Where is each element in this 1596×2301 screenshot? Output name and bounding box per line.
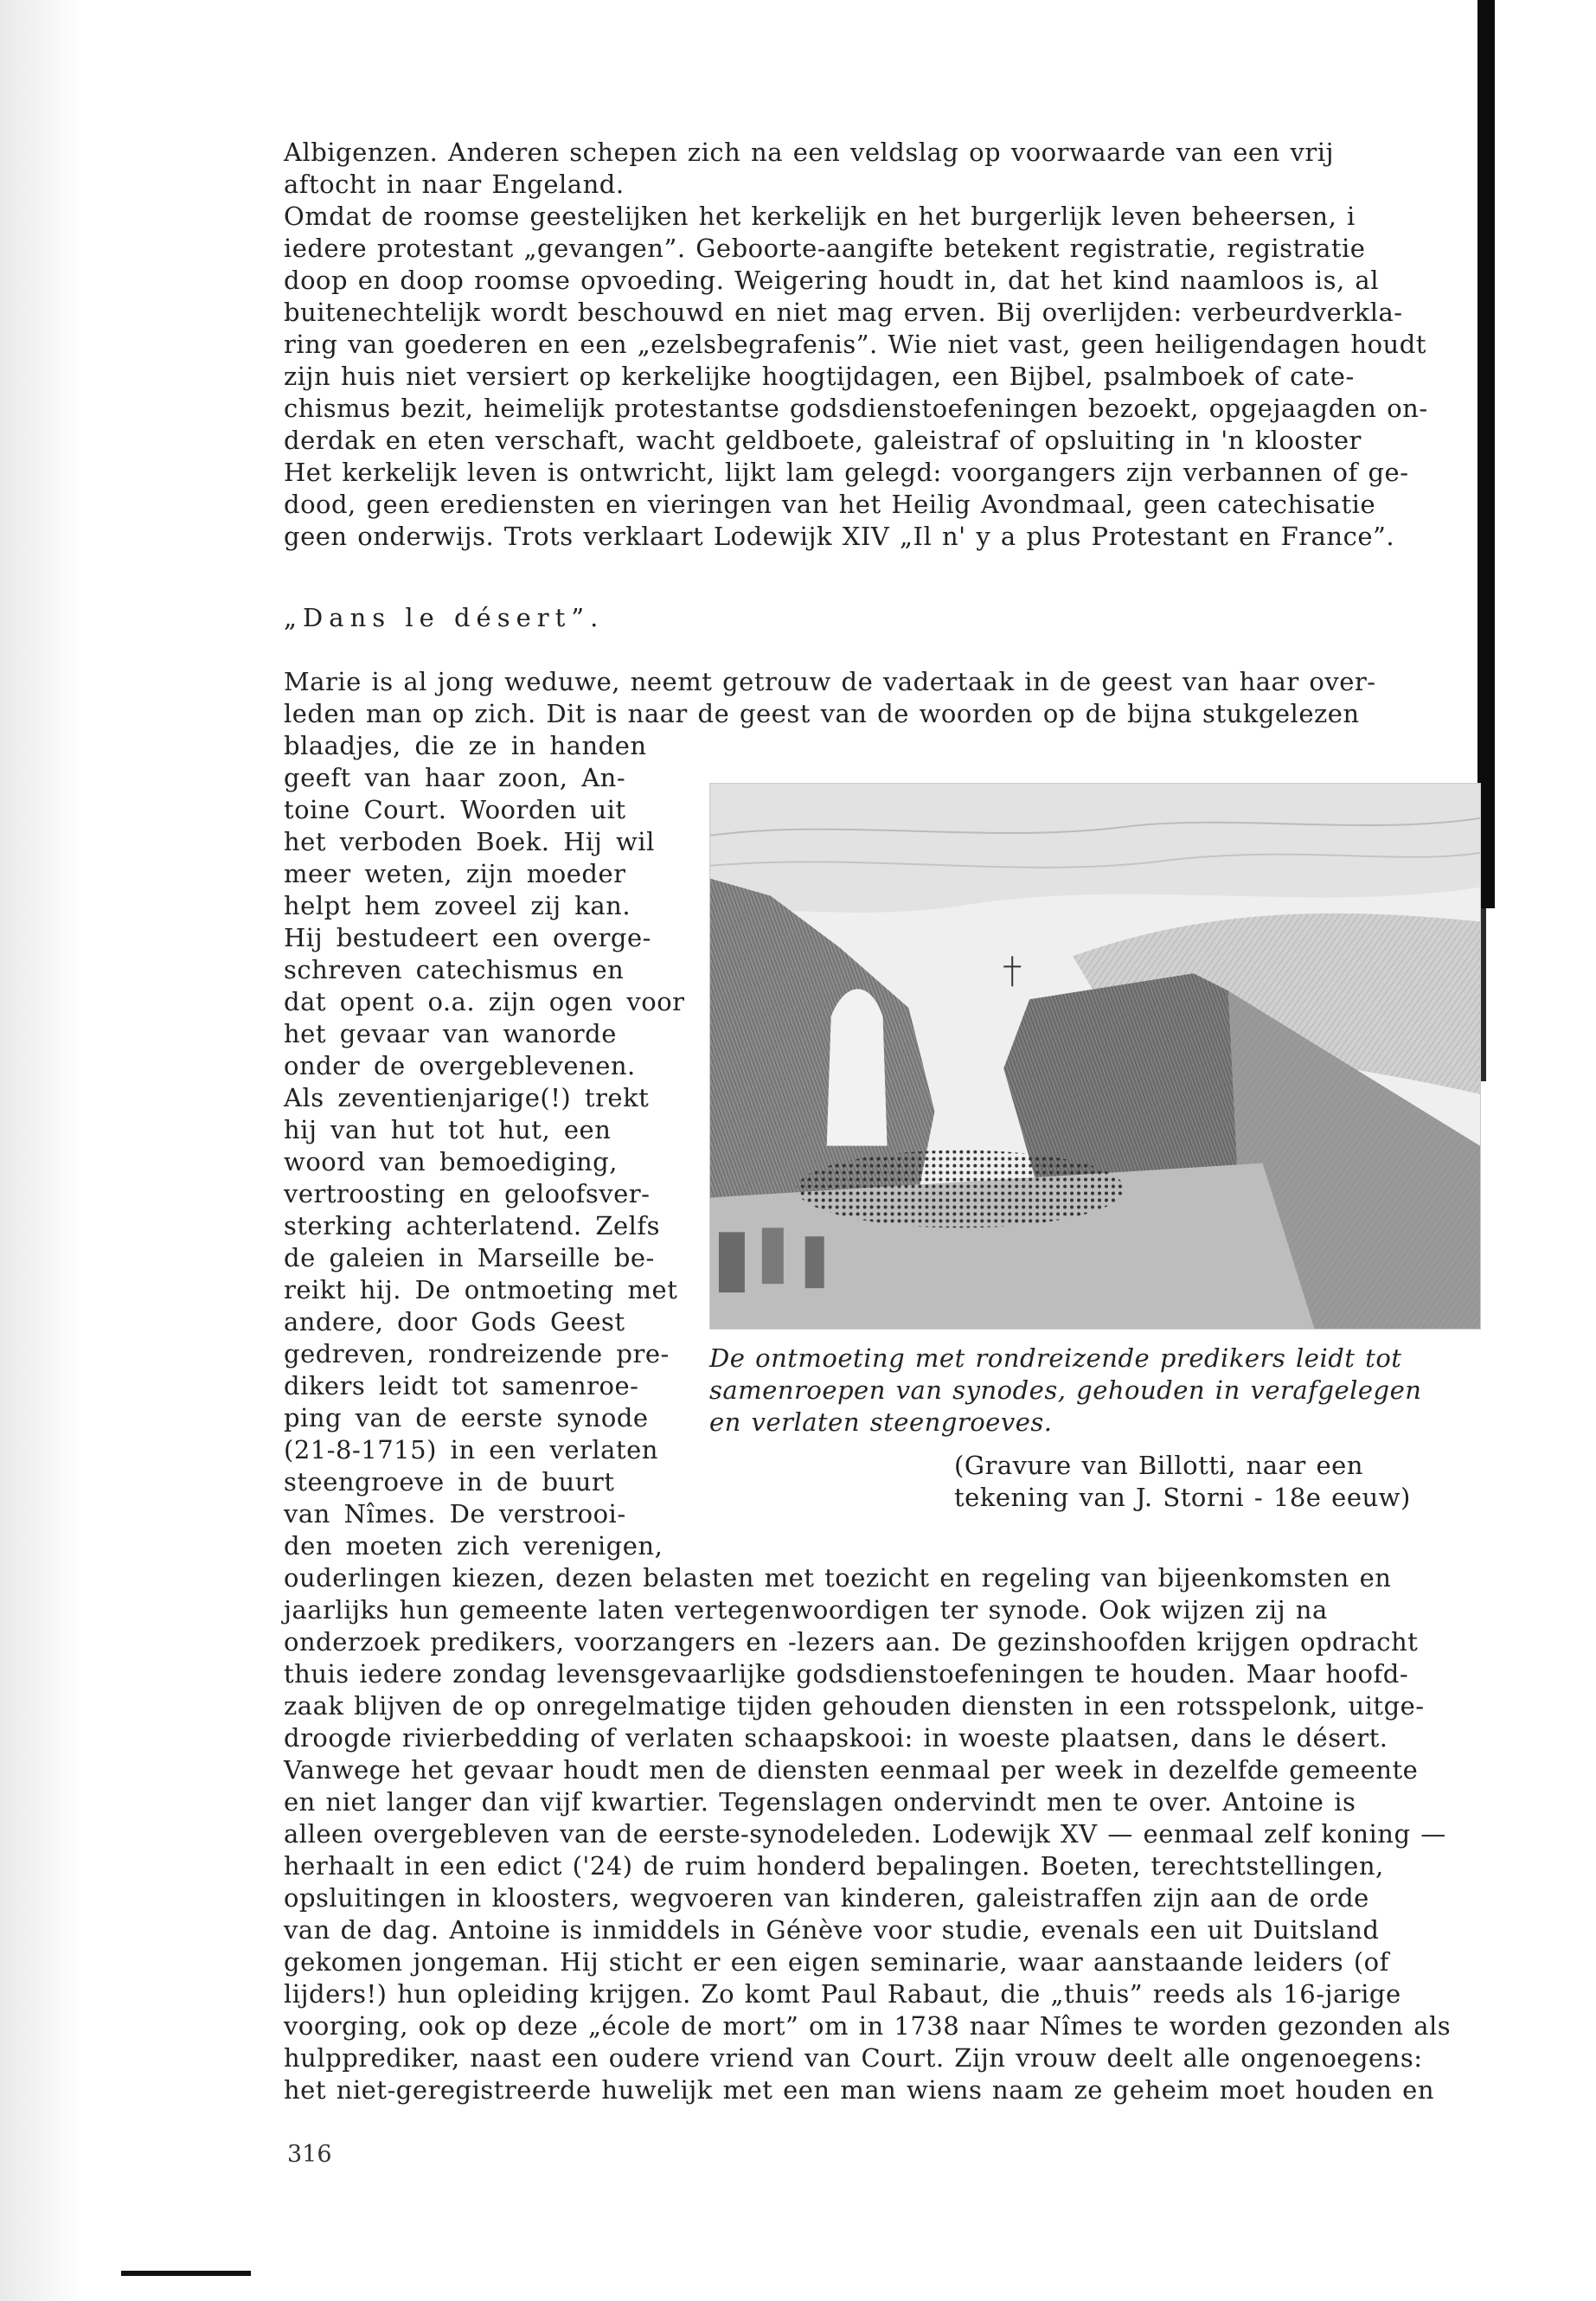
text-line: het niet-geregistreerde huwelijk met een man wiens naam ze geheim moet houden en (284, 2075, 1435, 2105)
text-line: ping van de eerste synode (284, 1403, 649, 1433)
text-line: zijn huis niet versiert op kerkelijke hoogtijdagen, een Bijbel, psalmboek of cate- (284, 362, 1355, 391)
text-line: (21-8-1715) in een verlaten (284, 1435, 658, 1465)
text-line: steengroeve in de buurt (284, 1467, 615, 1497)
text-line: Albigenzen. Anderen schepen zich na een veldslag op voorwaarde van een vrij (284, 138, 1334, 167)
narrow-column (284, 730, 690, 1562)
text-line: geen onderwijs. Trots verklaart Lodewijk XIV „Il n' y a plus Protestant en France”. (284, 522, 1395, 551)
text-line: den moeten zich verenigen, (284, 1531, 663, 1561)
engraving-illustration (709, 783, 1481, 1330)
intro-paragraph (284, 666, 1482, 730)
text-line: opsluitingen in kloosters, wegvoeren van kinderen, galeistraffen zijn aan de orde (284, 1883, 1369, 1913)
text-line: het verboden Boek. Hij wil (284, 827, 655, 856)
text-line: andere, door Gods Geest (284, 1307, 625, 1336)
text-line: van Nîmes. De verstrooi- (284, 1499, 626, 1529)
text-line: chismus bezit, heimelijk protestantse godsdienstoefeningen bezoekt, opgejaagden on- (284, 394, 1428, 423)
text-line: gedreven, rondreizende pre- (284, 1339, 670, 1368)
text-line: alleen overgebleven van de eerste-synodeleden. Lodewijk XV — eenmaal zelf koning — (284, 1819, 1446, 1849)
figure-credit (954, 1450, 1490, 1514)
text-line: Hij bestudeert een overge- (284, 923, 651, 952)
text-line: hij van hut tot hut, een (284, 1115, 612, 1144)
page-number: 316 (287, 2141, 332, 2168)
text-line: dood, geen erediensten en vieringen van het Heilig Avondmaal, geen catechisatie (284, 490, 1376, 519)
text-line: leden man op zich. Dit is naar de geest van de woorden op de bijna stukgelezen (284, 699, 1360, 728)
text-line: de galeien in Marseille be- (284, 1243, 655, 1272)
text-line: voorging, ook op deze „école de mort” om in 1738 naar Nîmes te worden gezonden als (284, 2011, 1452, 2041)
text-line: iedere protestant „gevangen”. Geboorte-aangifte betekent registratie, registratie (284, 234, 1366, 263)
text-line: dat opent o.a. zijn ogen voor (284, 987, 685, 1016)
text-line: jaarlijks hun gemeente laten vertegenwoordigen ter synode. Ook wijzen zij na (284, 1595, 1328, 1625)
text-line: dikers leidt tot samenroe- (284, 1371, 639, 1400)
text-line: van de dag. Antoine is inmiddels in Génève voor studie, evenals een uit Duitsland (284, 1915, 1380, 1945)
text-line: meer weten, zijn moeder (284, 859, 626, 888)
text-line: Als zeventienjarige(!) trekt (284, 1083, 650, 1112)
scan-edge-bar-lower (1481, 908, 1486, 1081)
section-heading: „Dans le désert”. (284, 603, 605, 632)
text-line: ouderlingen kiezen, dezen belasten met toezicht en regeling van bijeenkomsten en (284, 1563, 1392, 1593)
text-line: sterking achterlatend. Zelfs (284, 1211, 661, 1240)
caption-line: De ontmoeting met rondreizende predikers leidt tot (709, 1343, 1402, 1373)
text-line: onder de overgeblevenen. (284, 1051, 636, 1080)
text-line: zaak blijven de op onregelmatige tijden gehouden diensten in een rotsspelonk, uitge- (284, 1691, 1425, 1721)
text-line: geeft van haar zoon, An- (284, 763, 626, 792)
bottom-paragraph (284, 1562, 1482, 2106)
text-line: derdak en eten verschaft, wacht geldboete, galeistraf of opsluiting in 'n klooster (284, 426, 1362, 455)
text-line: Marie is al jong weduwe, neemt getrouw de vadertaak in de geest van haar over- (284, 667, 1376, 696)
text-line: droogde rivierbedding of verlaten schaapskooi: in woeste plaatsen, dans le désert. (284, 1723, 1388, 1753)
text-line: schreven catechismus en (284, 955, 625, 984)
top-paragraph (284, 137, 1482, 553)
text-line: Omdat de roomse geestelijken het kerkelijk en het burgerlijk leven beheersen, i (284, 202, 1356, 231)
text-line: reikt hij. De ontmoeting met (284, 1275, 678, 1304)
text-line: ring van goederen en een „ezelsbegrafenis”. Wie niet vast, geen heiligendagen houdt (284, 330, 1426, 359)
text-line: gekomen jongeman. Hij sticht er een eigen seminarie, waar aanstaande leiders (of (284, 1947, 1389, 1977)
text-line: thuis iedere zondag levensgevaarlijke godsdienstoefeningen te houden. Maar hoofd- (284, 1659, 1409, 1689)
text-line: helpt hem zoveel zij kan. (284, 891, 631, 920)
text-line: onderzoek predikers, voorzangers en -lezers aan. De gezinshoofden krijgen opdracht (284, 1627, 1419, 1657)
quarry-engraving-image (710, 784, 1480, 1329)
text-line: buitenechtelijk wordt beschouwd en niet mag erven. Bij overlijden: verbeurdverkla- (284, 298, 1403, 327)
text-line: Vanwege het gevaar houdt men de diensten eenmaal per week in dezelfde gemeente (284, 1755, 1419, 1785)
text-line: woord van bemoediging, (284, 1147, 618, 1176)
text-line: vertroosting en geloofsver- (284, 1179, 651, 1208)
credit-line: tekening van J. Storni - 18e eeuw) (954, 1483, 1411, 1512)
text-line: het gevaar van wanorde (284, 1019, 617, 1048)
text-line: aftocht in naar Engeland. (284, 170, 625, 199)
figure-caption (709, 1343, 1488, 1439)
text-line: lijders!) hun opleiding krijgen. Zo komt Paul Rabaut, die „thuis” reeds als 16-jarige (284, 1979, 1401, 2009)
text-line: doop en doop roomse opvoeding. Weigering houdt in, dat het kind naamloos is, al (284, 266, 1379, 295)
text-line: Het kerkelijk leven is ontwricht, lijkt lam gelegd: voorgangers zijn verbannen of ge- (284, 458, 1409, 487)
credit-line: (Gravure van Billotti, naar een (954, 1451, 1363, 1480)
caption-line: samenroepen van synodes, gehouden in verafgelegen (709, 1375, 1422, 1405)
text-line: herhaalt in een edict ('24) de ruim honderd bepalingen. Boeten, terechtstellingen, (284, 1851, 1384, 1881)
text-line: toine Court. Woorden uit (284, 795, 626, 824)
scan-edge-shadow (0, 0, 82, 2301)
text-line: en niet langer dan vijf kwartier. Tegenslagen ondervindt men te over. Antoine is (284, 1787, 1356, 1817)
text-line: hulpprediker, naast een oudere vriend van Court. Zijn vrouw deelt alle ongenoegens: (284, 2043, 1423, 2073)
caption-line: en verlaten steengroeves. (709, 1407, 1053, 1437)
scan-corner-mark (121, 2271, 251, 2276)
text-line: blaadjes, die ze in handen (284, 731, 647, 760)
